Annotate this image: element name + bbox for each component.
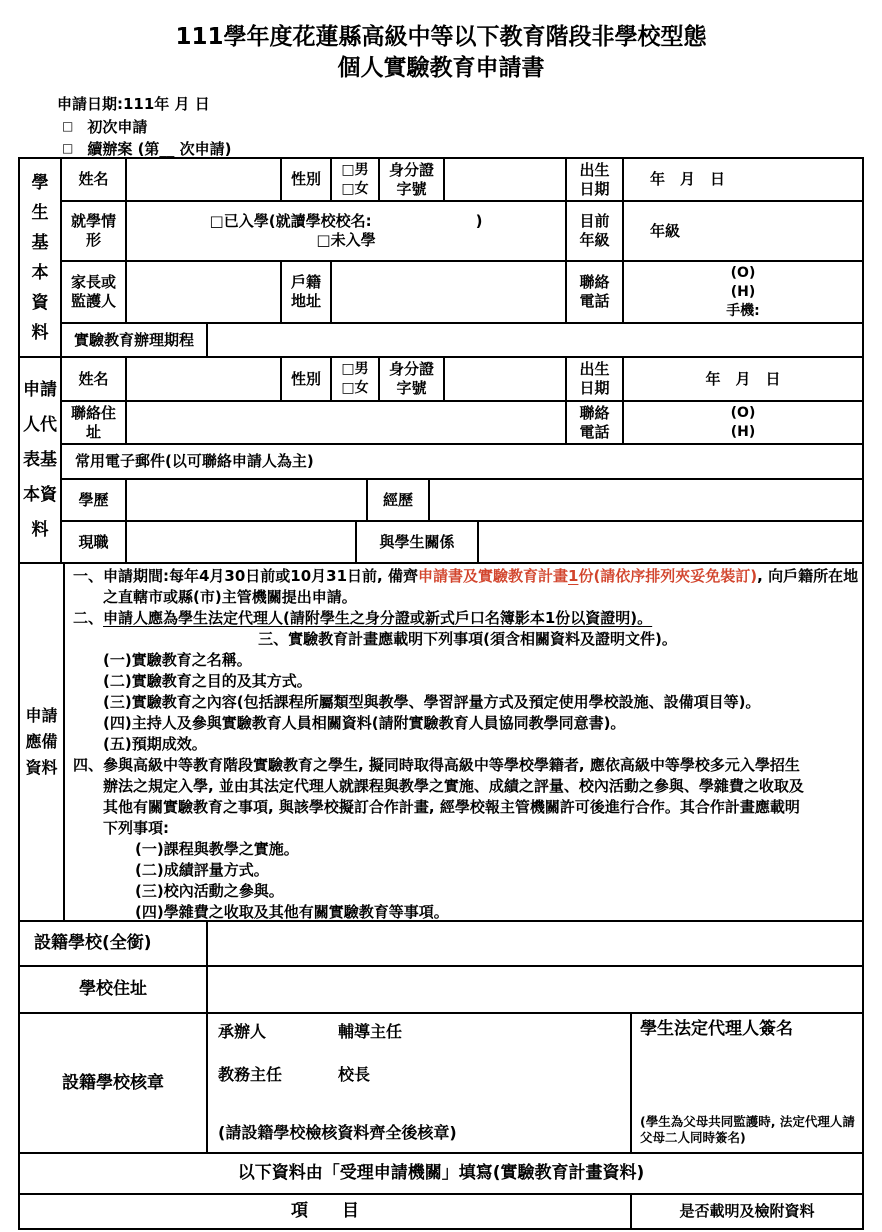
renewal-option[interactable] bbox=[62, 138, 232, 159]
renewal-label: 續辦案 (第__ 次申請) bbox=[87, 140, 232, 158]
seal-row-2 bbox=[218, 1065, 370, 1084]
guardian-signature-area[interactable] bbox=[632, 1014, 862, 1154]
student-phone-label: 聯絡 電話 bbox=[567, 262, 624, 324]
applicant-section-label: 申請 人代 表基 本資 料 bbox=[20, 358, 62, 564]
counselor-label: 輔導主任 bbox=[338, 1022, 403, 1041]
student-name-label: 姓名 bbox=[62, 159, 127, 202]
academic-director-label: 教務主任 bbox=[218, 1065, 283, 1084]
relation-field[interactable] bbox=[479, 522, 862, 564]
residence-address-field[interactable] bbox=[332, 262, 567, 324]
checkbox-icon[interactable]: □ bbox=[62, 140, 74, 155]
school-seal-label: 設籍學校核章 bbox=[20, 1014, 208, 1154]
form-table bbox=[18, 157, 864, 1230]
school-address-field[interactable] bbox=[208, 967, 862, 1014]
male-checkbox[interactable]: □男 bbox=[341, 361, 369, 377]
enrolled-option[interactable]: □已入學(就讀學校校名: ) bbox=[209, 212, 483, 230]
note-item-2: 二、申請人應為學生法定代理人(請附學生之身分證或新式戶口名簿影本1份以資證明)。 bbox=[73, 609, 653, 627]
job-label: 現職 bbox=[62, 522, 127, 564]
notes-section-label: 申請 應備 資料 bbox=[20, 564, 65, 922]
experiment-period-label: 實驗教育辦理期程 bbox=[62, 324, 208, 358]
applicant-gender-checkboxes[interactable] bbox=[332, 358, 380, 402]
note-item-1-cont: 之直轄市或縣(市)主管機關提出申請。 bbox=[103, 588, 357, 606]
residence-address-label: 戶籍 地址 bbox=[282, 262, 332, 324]
student-enrollment-label: 就學情 形 bbox=[62, 202, 127, 262]
guardian-field[interactable] bbox=[127, 262, 282, 324]
student-id-label: 身分證 字號 bbox=[380, 159, 445, 202]
applicant-id-label: 身分證 字號 bbox=[380, 358, 445, 402]
seal-note: (請設籍學校檢核資料齊全後核章) bbox=[218, 1123, 457, 1142]
education-label: 學歷 bbox=[62, 480, 127, 522]
checkbox-icon[interactable]: □ bbox=[62, 118, 74, 133]
note-item-4-cont: 其他有關實驗教育之事項, 與該學校擬訂合作計畫, 經學校報主管機關許可後進行合作。其合作計畫應載明 bbox=[103, 798, 800, 816]
applicant-birth-label: 出生 日期 bbox=[567, 358, 624, 402]
job-field[interactable] bbox=[127, 522, 357, 564]
title-line-2: 個人實驗教育申請書 bbox=[337, 55, 545, 81]
not-enrolled-option[interactable]: □未入學 bbox=[316, 231, 376, 249]
note-item-4-sub: (二)成績評量方式。 bbox=[135, 861, 269, 879]
school-seal-area[interactable] bbox=[208, 1014, 632, 1154]
student-gender-label: 性別 bbox=[282, 159, 332, 202]
student-enrollment-options[interactable] bbox=[127, 202, 567, 262]
registered-school-label: 設籍學校(全銜) bbox=[20, 922, 208, 967]
seal-row-1 bbox=[218, 1022, 402, 1041]
student-phone-field[interactable]: (O) (H) 手機: bbox=[624, 262, 862, 324]
applicant-phone-label: 聯絡 電話 bbox=[567, 402, 624, 445]
notes-content bbox=[65, 564, 862, 922]
applicant-name-field[interactable] bbox=[127, 358, 282, 402]
note-item-3: 三、實驗教育計畫應載明下列事項(須含相關資料及證明文件)。 bbox=[258, 630, 677, 648]
student-id-field[interactable] bbox=[445, 159, 567, 202]
student-grade-field[interactable]: 年級 bbox=[624, 202, 862, 262]
note-item-1: 一、申請期間:每年4月30日前或10月31日前, 備齊申請書及實驗教育計畫1份(請依序排列夾妥免裝訂), 向戶籍所在地 bbox=[73, 567, 859, 585]
note-item-4-sub: (四)學雜費之收取及其他有關實驗教育等事項。 bbox=[135, 903, 449, 921]
experience-label: 經歷 bbox=[368, 480, 430, 522]
first-apply-label: 初次申請 bbox=[87, 118, 148, 136]
note-item-4-sub: (一)課程與教學之實施。 bbox=[135, 840, 299, 858]
student-section-label: 學 生 基 本 資 料 bbox=[20, 159, 62, 358]
applicant-address-field[interactable] bbox=[127, 402, 567, 445]
page-title bbox=[0, 22, 882, 84]
guardian-label: 家長或 監護人 bbox=[62, 262, 127, 324]
applicant-email-field[interactable]: 常用電子郵件(以可聯絡申請人為主) bbox=[62, 445, 862, 480]
student-grade-label: 目前 年級 bbox=[567, 202, 624, 262]
signature-note: (學生為父母共同監護時, 法定代理人請父母二人同時簽名) bbox=[640, 1114, 855, 1145]
applicant-address-label: 聯絡住 址 bbox=[62, 402, 127, 445]
experience-field[interactable] bbox=[430, 480, 862, 522]
relation-label: 與學生關係 bbox=[357, 522, 479, 564]
note-item-4: 四、參與高級中等教育階段實驗教育之學生, 擬同時取得高級中等學校學籍者, 應依高級中等學校多元入學招生 bbox=[73, 756, 800, 774]
note-item-3-sub: (三)實驗教育之內容(包括課程所屬類型與教學、學習評量方式及預定使用學校設施、設備項目等)。 bbox=[103, 693, 761, 711]
male-checkbox[interactable]: □男 bbox=[341, 161, 369, 178]
student-gender-checkboxes[interactable] bbox=[332, 159, 380, 202]
note-item-3-sub: (五)預期成效。 bbox=[103, 735, 207, 753]
school-address-label: 學校住址 bbox=[20, 967, 208, 1014]
title-line-1: 111學年度花蓮縣高級中等以下教育階段非學校型態 bbox=[175, 24, 707, 50]
note-item-4-cont: 下列事項: bbox=[103, 819, 169, 837]
registered-school-field[interactable] bbox=[208, 922, 862, 967]
student-name-field[interactable] bbox=[127, 159, 282, 202]
experiment-period-field[interactable] bbox=[208, 324, 862, 358]
agency-fill-header: 以下資料由「受理申請機關」填寫(實驗教育計畫資料) bbox=[20, 1154, 862, 1195]
note-item-3-sub: (四)主持人及參與實驗教育人員相關資料(請附實驗教育人員協同教學同意書)。 bbox=[103, 714, 626, 732]
note-item-4-cont: 辦法之規定入學, 並由其法定代理人就課程與教學之實施、成績之評量、校內活動之參與、學雜費之收取及 bbox=[103, 777, 804, 795]
applicant-name-label: 姓名 bbox=[62, 358, 127, 402]
principal-label: 校長 bbox=[338, 1065, 371, 1084]
item-column-header: 項 目 bbox=[20, 1195, 632, 1228]
note-item-4-sub: (三)校內活動之參與。 bbox=[135, 882, 284, 900]
student-birth-field[interactable]: 年 月 日 bbox=[624, 159, 862, 202]
applicant-phone-field[interactable]: (O) (H) bbox=[624, 402, 862, 445]
apply-date: 申請日期:111年 月 日 bbox=[57, 95, 210, 113]
officer-label: 承辦人 bbox=[218, 1022, 267, 1041]
signature-label: 學生法定代理人簽名 bbox=[640, 1019, 793, 1039]
applicant-birth-field[interactable]: 年 月 日 bbox=[624, 358, 862, 402]
check-column-header: 是否載明及檢附資料 bbox=[679, 1202, 815, 1220]
female-checkbox[interactable]: □女 bbox=[341, 180, 369, 197]
education-field[interactable] bbox=[127, 480, 368, 522]
note-item-3-sub: (二)實驗教育之目的及其方式。 bbox=[103, 672, 312, 690]
applicant-id-field[interactable] bbox=[445, 358, 567, 402]
note-item-3-sub: (一)實驗教育之名稱。 bbox=[103, 651, 252, 669]
student-birth-label: 出生 日期 bbox=[567, 159, 624, 202]
applicant-gender-label: 性別 bbox=[282, 358, 332, 402]
female-checkbox[interactable]: □女 bbox=[341, 380, 369, 396]
first-apply-option[interactable] bbox=[62, 116, 147, 137]
